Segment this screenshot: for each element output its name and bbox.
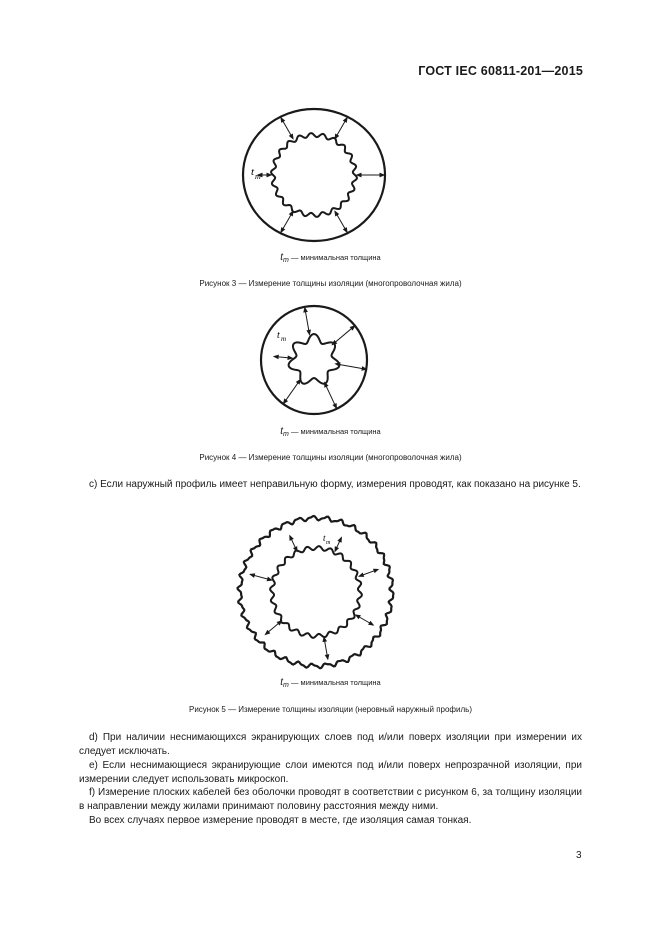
fig4-arrow-line <box>336 364 367 369</box>
fig4-stranded-conductor-profile <box>289 334 340 384</box>
fig3-arrow-arrowhead <box>281 228 284 232</box>
legend-subscript: m <box>283 431 289 438</box>
legend-symbol: t <box>280 426 284 437</box>
fig5-arrow-arrowhead <box>338 538 341 542</box>
fig5-arrow-arrowhead <box>326 655 329 659</box>
fig5-arrow-arrowhead <box>250 574 254 577</box>
fig5-irregular-outer-profile <box>238 516 394 668</box>
legend-subscript: m <box>283 257 289 264</box>
figure-3-legend <box>0 252 661 264</box>
fig3-arrow-arrowhead <box>380 173 384 176</box>
figure-5-legend <box>0 677 661 689</box>
figure-3-diagram <box>240 105 390 245</box>
fig5-stranded-conductor-profile <box>270 546 362 638</box>
fig5-arrow-arrowhead <box>359 573 363 576</box>
legend-text: — минимальная толщина <box>288 427 381 436</box>
fig3-arrow-arrowhead <box>290 134 293 138</box>
fig5-arrow-arrowhead <box>356 615 360 618</box>
fig3-arrow-arrowhead <box>335 211 338 215</box>
legend-text: — минимальная толщина <box>288 253 381 262</box>
legend-symbol: t <box>280 252 284 263</box>
fig3-stranded-conductor-profile <box>271 133 357 217</box>
fig5-arrow-arrowhead <box>374 569 378 572</box>
fig3-arrow-arrowhead <box>344 228 347 232</box>
figure-4-caption: Рисунок 4 — Измерение толщины изоляции (многопроволочная жила) <box>199 453 462 462</box>
paragraph-g: Во всех случаях первое измерение проводят в месте, где изоляция самая тонкая. <box>89 815 472 826</box>
fig4-arrow-arrowhead <box>274 355 278 358</box>
fig5-arrow-arrowhead <box>369 622 373 625</box>
legend-text: — минимальная толщина <box>288 678 381 687</box>
fig5-arrow-arrowhead <box>323 637 326 641</box>
fig5-tm-label: t <box>323 533 326 543</box>
fig3-tm-label: t <box>251 166 255 178</box>
fig4-tm-label: t <box>277 330 280 341</box>
fig3-arrow-arrowhead <box>344 118 347 122</box>
figure-3-caption: Рисунок 3 — Измерение толщины изоляции (многопроволочная жила) <box>199 279 462 288</box>
fig4-outer-circle <box>261 306 367 414</box>
fig4-arrow-arrowhead <box>307 330 310 334</box>
fig3-arrow-arrowhead <box>290 211 293 215</box>
figure-5-diagram <box>236 514 396 670</box>
fig3-arrow-arrowhead <box>281 118 284 122</box>
fig3-arrow-arrowhead <box>267 173 271 176</box>
fig4-arrow-arrowhead <box>336 363 340 366</box>
paragraph-c: c) Если наружный профиль имеет неправильную форму, измерения проводят, как показано на рисунке 5. <box>89 479 581 490</box>
figure-4-legend <box>0 426 661 438</box>
page-number: 3 <box>576 850 582 861</box>
paragraph-d: d) При наличии неснимающихся экранирующих слоев под и/или поверх изоляции при измерении их следует исключать. <box>79 732 582 757</box>
fig4-tm-subscript: m <box>281 335 287 343</box>
figure-5-caption: Рисунок 5 — Измерение толщины изоляции (неровный наружный профиль) <box>189 705 472 714</box>
fig5-tm-subscript: m <box>326 540 331 546</box>
fig5-arrow-arrowhead <box>267 578 271 581</box>
fig4-arrow-arrowhead <box>333 404 336 408</box>
fig4-arrow-arrowhead <box>304 308 307 312</box>
standard-code-header: ГОСТ IEC 60811-201—2015 <box>418 64 583 78</box>
paragraph-e: e) Если неснимающиеся экранирующие слои имеются под и/или поверх непрозрачной изоляции, при измерении следует использовать микроскоп. <box>79 760 582 785</box>
fig3-arrow-arrowhead <box>335 134 338 138</box>
legend-symbol: t <box>280 677 284 688</box>
legend-subscript: m <box>283 682 289 689</box>
paragraph-f: f) Измерение плоских кабелей без оболочки проводят в соответствии с рисунком 6, за толщину изоляции в направлении между жилами принимают половину расстояния между ними. <box>79 787 582 812</box>
fig5-arrow-arrowhead <box>290 536 293 540</box>
fig3-arrow-arrowhead <box>357 173 361 176</box>
fig3-tm-subscript: m <box>255 172 261 181</box>
fig4-arrow-arrowhead <box>288 356 292 359</box>
figure-4-diagram <box>258 303 370 417</box>
fig5-arrow-arrowhead <box>335 547 338 551</box>
